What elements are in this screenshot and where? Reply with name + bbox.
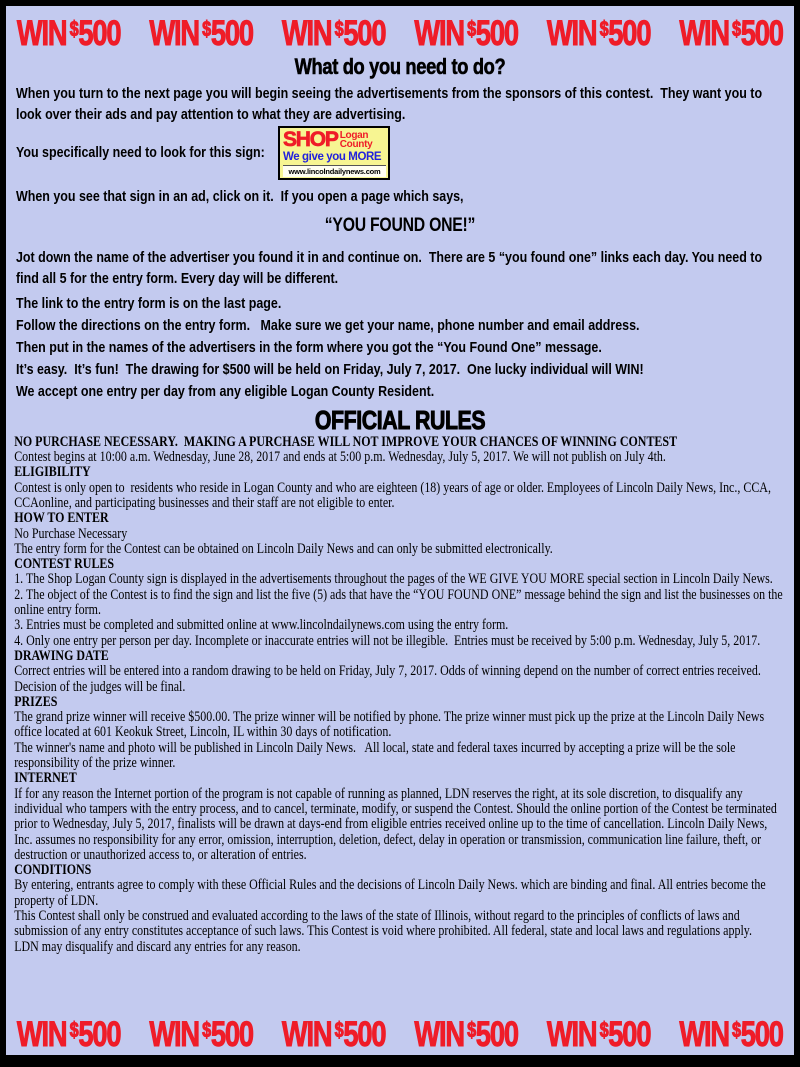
win-amount: 500 bbox=[78, 1015, 121, 1054]
win-amount: 500 bbox=[343, 13, 386, 53]
county-word: County bbox=[339, 139, 373, 151]
win-500-text bbox=[149, 1012, 252, 1054]
logan-word: Logan bbox=[339, 129, 369, 141]
win-amount: 500 bbox=[608, 13, 651, 53]
rules-heading-line: CONDITIONS bbox=[14, 862, 92, 879]
official-rules-section bbox=[6, 405, 794, 955]
logan-county-words bbox=[340, 131, 373, 150]
rules-heading-line: NO PURCHASE NECESSARY. MAKING A PURCHASE WILL NOT IMPROVE YOUR CHANCES OF WINNING CONTEST bbox=[14, 433, 678, 450]
win-amount: 500 bbox=[740, 1015, 783, 1054]
dollar-sign: $ bbox=[732, 1019, 741, 1043]
you-found-one-heading: “YOU FOUND ONE!” bbox=[324, 214, 476, 236]
win-word: WIN bbox=[414, 1015, 464, 1054]
rules-text-line: 4. Only one entry per person per day. Incomplete or inaccurate entries will not be illegible. Entries must be received by 5:00 p.m. Wednesday, July 5, 2017. bbox=[14, 632, 761, 649]
shop-sign-top-line bbox=[283, 129, 386, 151]
shop-logan-county-sign bbox=[278, 126, 390, 180]
rules-text-line: 1. The Shop Logan County sign is displayed in the advertisements throughout the pages of the WE GIVE YOU MORE special section in Lincoln Daily News. bbox=[14, 571, 773, 588]
win-word: WIN bbox=[679, 13, 729, 53]
win-word: WIN bbox=[414, 13, 464, 53]
win-word: WIN bbox=[546, 13, 597, 53]
sign-instruction-label: You specifically need to look for this sign: bbox=[16, 143, 265, 161]
shop-word: SHOP bbox=[283, 127, 338, 151]
dollar-sign: $ bbox=[202, 1019, 211, 1043]
win-500-text bbox=[17, 1012, 120, 1054]
dollar-sign: $ bbox=[202, 18, 211, 41]
win-word: WIN bbox=[149, 13, 199, 53]
win-500-text bbox=[414, 1012, 517, 1054]
dollar-sign: $ bbox=[69, 1019, 79, 1043]
win-word: WIN bbox=[16, 1015, 67, 1054]
win-500-text bbox=[149, 11, 252, 53]
rules-text-line: 3. Entries must be completed and submitted online at www.lincolndailynews.com using the entry form. bbox=[14, 617, 509, 634]
win-word: WIN bbox=[546, 1015, 597, 1054]
win-500-text bbox=[414, 11, 517, 53]
dollar-sign: $ bbox=[599, 18, 609, 41]
intro-paragraph-1: When you turn to the next page you will begin seeing the advertisements from the sponsors of this contest. They want you to look over their ads and pay attention to what they are advertising. bbox=[15, 84, 766, 123]
rules-heading-line: DRAWING DATE bbox=[14, 647, 109, 664]
intro-line: The link to the entry form is on the last page. bbox=[15, 294, 282, 312]
intro-line: Follow the directions on the entry form. Make sure we get your name, phone number and email address. bbox=[15, 316, 640, 334]
rules-text-line: LDN may disqualify and discard any entries for any reason. bbox=[14, 938, 301, 955]
rules-text-line: Contest begins at 10:00 a.m. Wednesday, June 28, 2017 and ends at 5:00 p.m. Wednesday, July 5, 2017. We will not publish on July 4th. bbox=[14, 449, 666, 466]
rules-text-line: The entry form for the Contest can be obtained on Lincoln Daily News and can only be submitted electronically. bbox=[14, 540, 553, 557]
rules-heading-line: ELIGIBILITY bbox=[14, 464, 91, 481]
win-word: WIN bbox=[281, 13, 332, 53]
intro-line: It’s easy. It’s fun! The drawing for $500 will be held on Friday, July 7, 2017. One lucky individual will WIN! bbox=[15, 360, 644, 378]
rules-text-line: No Purchase Necessary bbox=[14, 525, 128, 542]
win-amount: 500 bbox=[210, 13, 253, 53]
win-500-text bbox=[17, 11, 120, 53]
dollar-sign: $ bbox=[467, 1019, 476, 1043]
win-word: WIN bbox=[281, 1015, 332, 1054]
win-word: WIN bbox=[149, 1015, 199, 1054]
sign-tagline: We give you MORE bbox=[283, 150, 382, 163]
win-banner-bottom bbox=[6, 1012, 794, 1054]
dollar-sign: $ bbox=[732, 18, 741, 41]
win-amount: 500 bbox=[78, 13, 121, 53]
win-amount: 500 bbox=[343, 1015, 386, 1054]
page-title: What do you need to do? bbox=[294, 53, 506, 79]
rules-heading-line: HOW TO ENTER bbox=[14, 510, 109, 527]
rules-heading-line: PRIZES bbox=[14, 693, 58, 710]
intro-section-bottom bbox=[6, 189, 794, 399]
intro-line: Then put in the names of the advertisers in the form where you got the “You Found One” message. bbox=[15, 338, 602, 356]
rules-text-line: The winner's name and photo will be published in Lincoln Daily News. All local, state and federal taxes incurred by accepting a prize will be the sole responsibility of the prize winner. bbox=[14, 739, 739, 772]
rules-heading-line: CONTEST RULES bbox=[14, 556, 115, 573]
win-500-text bbox=[282, 1012, 385, 1054]
win-500-text bbox=[547, 11, 650, 53]
official-rules-heading: OFFICIAL RULES bbox=[314, 404, 486, 435]
intro-paragraph-2: When you see that sign in an ad, click on it. If you open a page which says, bbox=[15, 187, 464, 205]
win-amount: 500 bbox=[210, 1015, 253, 1054]
rules-text-line: Contest is only open to residents who reside in Logan County and who are eighteen (18) years of age or older. Employees of Lincoln Daily News, Inc., CCA, CCAonline, and participating businesses and their staff are not eligible to enter. bbox=[14, 479, 774, 511]
intro-section-top bbox=[6, 54, 794, 125]
intro-paragraph-3: Jot down the name of the advertiser you found it in and continue on. There are 5 “you found one” links each day. You need to find all 5 for the entry form. Every day will be different. bbox=[15, 248, 766, 287]
win-word: WIN bbox=[679, 1015, 729, 1054]
rules-text-line: Correct entries will be entered into a random drawing to be held on Friday, July 7, 2017. Odds of winning depend on the number of correct entries received. Decision of the judges will be final. bbox=[14, 663, 767, 695]
rules-text-line: If for any reason the Internet portion of the program is not capable of running as planned, LDN reserves the right, at its sole discretion, to disqualify any individual who tampers with the entry process, and to cancel, terminate, modify, or suspend the Contest. Should the online portion of the Contest be terminated prior to Wednesday, July 5, 2017, finalists will be drawn at days-end from eligible entries received online up to the time of cancellation. Lincoln Daily News, Inc. assumes no responsibility for any error, omission, interruption, deletion, defect, delay in operation or transmission, communication line failure, theft, or destruction or unauthorized access to, or alteration of entries. bbox=[14, 785, 780, 863]
dollar-sign: $ bbox=[599, 1019, 609, 1043]
win-banner-top bbox=[6, 11, 794, 53]
win-amount: 500 bbox=[740, 13, 783, 53]
sign-url: www.lincolndailynews.com bbox=[283, 165, 386, 177]
rules-text-line: This Contest shall only be construed and evaluated according to the laws of the state of Illinois, without regard to the principles of conflicts of laws and submission of any entry constitutes acceptance of such laws. This Contest is void where prohibited. All federal, state and local laws and regulations apply. bbox=[14, 908, 752, 940]
win-500-text bbox=[679, 1012, 782, 1054]
win-500-text bbox=[547, 1012, 650, 1054]
sign-row bbox=[6, 125, 794, 181]
rules-heading-line: INTERNET bbox=[14, 770, 77, 787]
win-amount: 500 bbox=[475, 1015, 518, 1054]
rules-text-line: 2. The object of the Contest is to find the sign and list the five (5) ads that have the “YOU FOUND ONE” message behind the sign and list the businesses on the online entry form. bbox=[14, 586, 786, 619]
dollar-sign: $ bbox=[334, 1019, 344, 1043]
win-word: WIN bbox=[16, 13, 67, 53]
dollar-sign: $ bbox=[467, 18, 476, 41]
win-500-text bbox=[282, 11, 385, 53]
win-amount: 500 bbox=[608, 1015, 651, 1054]
win-amount: 500 bbox=[475, 13, 518, 53]
dollar-sign: $ bbox=[69, 18, 79, 41]
sign-label-wrap bbox=[6, 144, 278, 162]
win-500-text bbox=[679, 11, 782, 53]
rules-text-line: By entering, entrants agree to comply with these Official Rules and the decisions of Lincoln Daily News. which are binding and final. All entries become the property of LDN. bbox=[14, 877, 769, 909]
rules-text-line: The grand prize winner will receive $500.00. The prize winner will be notified by phone. The prize winner must pick up the prize at the Lincoln Daily News office located at 601 Keokuk Street, Lincoln, IL within 30 days of notification. bbox=[14, 709, 768, 741]
intro-line: We accept one entry per day from any eligible Logan County Resident. bbox=[15, 382, 435, 400]
dollar-sign: $ bbox=[334, 18, 344, 41]
